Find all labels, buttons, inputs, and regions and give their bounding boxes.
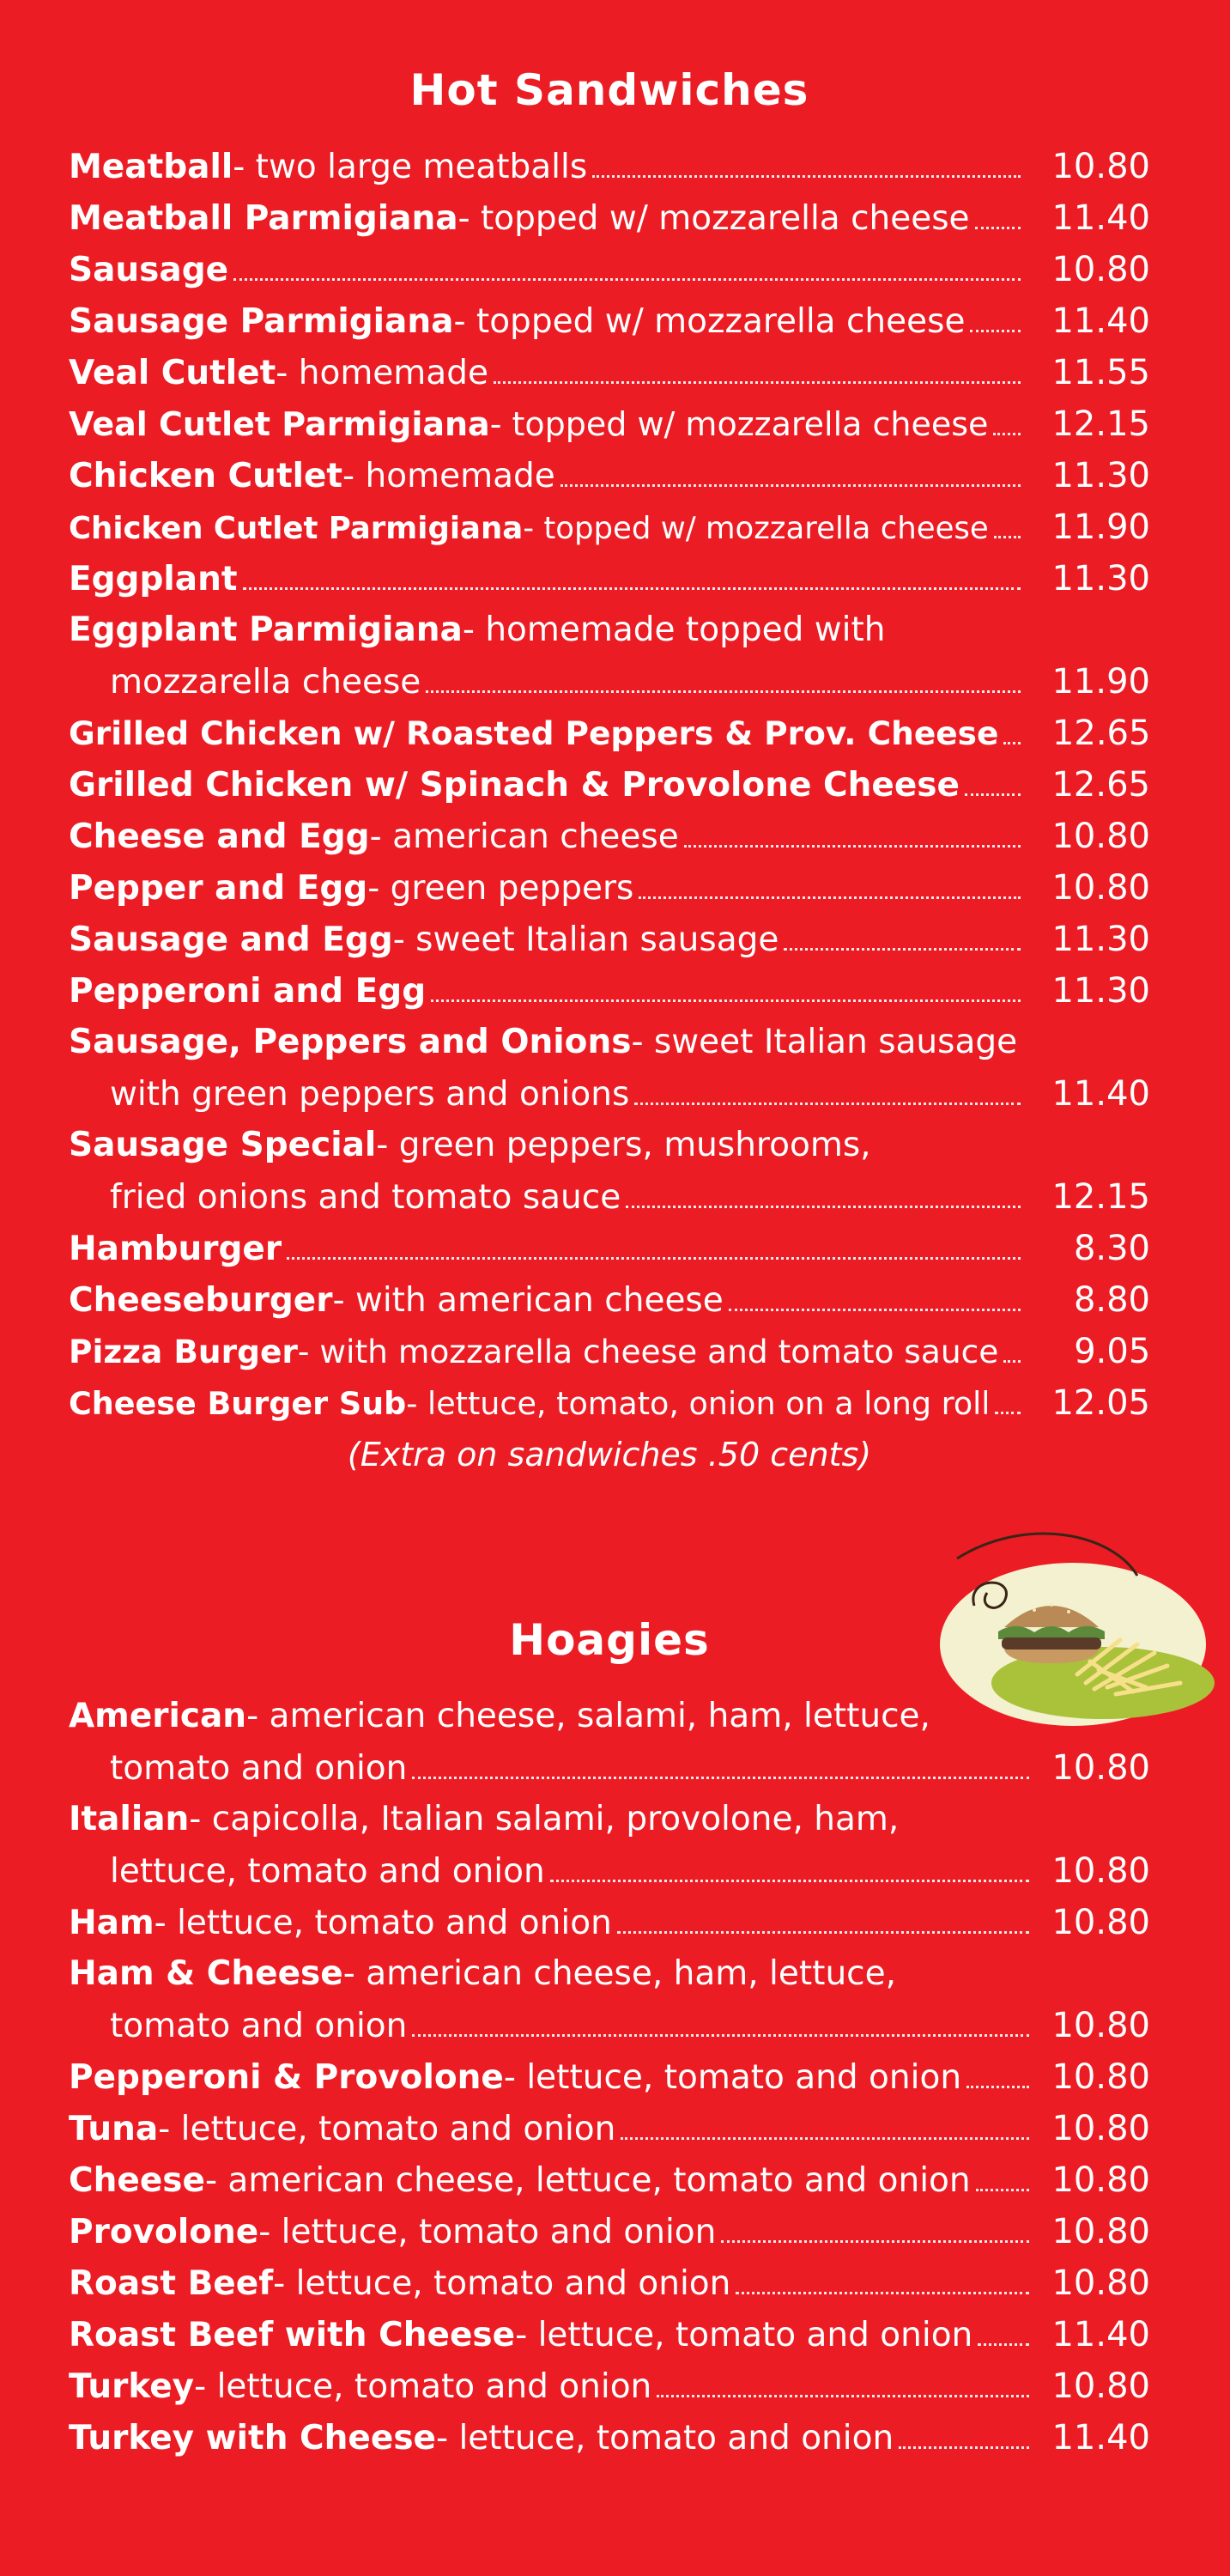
- dot-leader: [978, 2343, 1029, 2346]
- menu-item-description: - lettuce, tomato and onion: [154, 1904, 612, 1942]
- menu-item-name: Pizza Burger: [69, 1333, 298, 1370]
- menu-item-description: - american cheese, lettuce, tomato and onion: [204, 2161, 971, 2200]
- menu-item-description: mozzarella cheese: [110, 663, 421, 702]
- dot-leader: [975, 227, 1021, 229]
- menu-item-description: - lettuce, tomato and onion: [436, 2419, 894, 2458]
- menu-item-description: tomato and onion: [110, 1749, 408, 1788]
- extra-note: (Extra on sandwiches .50 cents): [347, 1436, 872, 1473]
- menu-item-price: 10.80: [1051, 817, 1150, 856]
- hoagies-list: [69, 1691, 1150, 2464]
- menu-item: [69, 2360, 1150, 2412]
- menu-item: [69, 914, 1150, 965]
- menu-item-name: Italian: [69, 1800, 190, 1838]
- menu-item-name: Roast Beef with Cheese: [69, 2316, 516, 2354]
- menu-item-price: 11.40: [1051, 301, 1150, 341]
- menu-item-name: Ham: [69, 1904, 155, 1942]
- menu-item: [69, 1326, 1150, 1377]
- menu-item-price: 10.80: [1051, 2366, 1150, 2406]
- menu-item: [69, 2412, 1150, 2464]
- menu-item-description: - homemade: [342, 457, 555, 495]
- menu-item-description: tomato and onion: [110, 2007, 408, 2045]
- menu-item-continuation: [69, 656, 1150, 708]
- menu-item-description: - green peppers, mushrooms,: [376, 1126, 871, 1164]
- dot-leader: [965, 793, 1021, 796]
- dot-leader: [970, 330, 1021, 332]
- menu-item-description: - american cheese, salami, ham, lettuce,: [246, 1697, 930, 1735]
- menu-item-name: Meatball: [69, 148, 233, 186]
- menu-item-name: Pepperoni and Egg: [69, 972, 427, 1011]
- dot-leader: [431, 999, 1021, 1002]
- dot-leader: [634, 1103, 1021, 1105]
- dot-leader: [626, 1206, 1021, 1208]
- menu-item-description: - with mozzarella cheese and tomato sauce: [297, 1333, 999, 1370]
- dot-leader: [412, 1777, 1029, 1779]
- menu-item-name: Tuna: [69, 2110, 159, 2148]
- section-title-hot-sandwiches: Hot Sandwiches: [409, 65, 809, 115]
- menu-item-description: with green peppers and onions: [110, 1075, 630, 1114]
- menu-item-price: 12.15: [1051, 1177, 1150, 1217]
- menu-item: [69, 192, 1150, 244]
- menu-item-description: - homemade: [276, 354, 488, 392]
- menu-item-name: Ham & Cheese: [69, 1954, 343, 1993]
- menu-item-continuation: [69, 1845, 1150, 1897]
- menu-item-price: 10.80: [1051, 868, 1150, 908]
- dot-leader: [684, 845, 1021, 848]
- menu-item-description: fried onions and tomato sauce: [110, 1178, 621, 1217]
- dot-leader: [617, 1931, 1029, 1934]
- menu-item-price: 11.55: [1051, 353, 1150, 392]
- menu-item-price: 10.80: [1051, 1851, 1150, 1891]
- dot-leader: [784, 948, 1021, 951]
- menu-item-name: Eggplant Parmigiana: [69, 611, 463, 649]
- menu-item: [69, 1120, 1150, 1171]
- menu-item-name: Grilled Chicken w/ Spinach & Provolone Cheese: [69, 766, 960, 805]
- menu-item-description: - topped w/ mozzarella cheese: [489, 405, 989, 443]
- dot-leader: [287, 1257, 1021, 1260]
- menu-item-price: 11.30: [1051, 456, 1150, 495]
- menu-item-price: 10.80: [1051, 2160, 1150, 2200]
- menu-item-price: 10.80: [1051, 1903, 1150, 1942]
- dot-leader: [639, 896, 1021, 899]
- menu-item-price: 8.80: [1073, 1280, 1150, 1320]
- menu-item-name: Pepper and Egg: [69, 869, 368, 908]
- menu-item-price: 11.90: [1051, 662, 1150, 702]
- menu-item: [69, 811, 1150, 862]
- menu-item-description: - lettuce, tomato and onion: [158, 2110, 616, 2148]
- menu-item-price: 12.65: [1051, 714, 1151, 753]
- menu-item-price: 12.05: [1051, 1383, 1150, 1423]
- menu-item-name: Chicken Cutlet Parmigiana: [69, 511, 524, 546]
- dot-leader: [657, 2395, 1029, 2397]
- menu-item: [69, 1691, 1150, 1742]
- dot-leader: [1003, 742, 1021, 744]
- menu-item: [69, 501, 1150, 553]
- menu-item-name: Cheese Burger Sub: [69, 1385, 407, 1422]
- menu-item: [69, 759, 1150, 811]
- menu-item: [69, 244, 1150, 295]
- menu-item-price: 10.80: [1051, 2263, 1150, 2303]
- menu-item-description: - american cheese, ham, lettuce,: [342, 1954, 897, 1993]
- menu-item-description: - topped w/ mozzarella cheese: [523, 511, 989, 546]
- dot-leader: [994, 536, 1021, 538]
- menu-item: [69, 2154, 1150, 2206]
- menu-item-price: 11.30: [1051, 971, 1150, 1011]
- menu-item-price: 10.80: [1051, 2109, 1150, 2148]
- menu-item-price: 11.90: [1051, 507, 1150, 547]
- menu-item-name: Turkey with Cheese: [69, 2419, 436, 2458]
- menu-item-name: Cheese and Egg: [69, 817, 370, 856]
- dot-leader: [412, 2034, 1029, 2037]
- dot-leader: [1003, 1360, 1021, 1363]
- dot-leader: [233, 278, 1021, 281]
- menu-item-price: 8.30: [1073, 1229, 1150, 1268]
- menu-item: [69, 708, 1150, 759]
- menu-item: [69, 141, 1150, 192]
- hot-sandwiches-section: [69, 60, 1150, 1480]
- menu-item-description: - lettuce, tomato, onion on a long roll: [406, 1385, 991, 1422]
- dot-leader: [621, 2137, 1029, 2140]
- hoagies-section: [69, 1610, 1150, 2464]
- menu-item-description: - topped w/ mozzarella cheese: [453, 302, 966, 341]
- dot-leader: [243, 587, 1021, 590]
- dot-leader: [976, 2189, 1029, 2191]
- menu-item-name: Roast Beef: [69, 2264, 274, 2303]
- menu-item-price: 11.40: [1051, 198, 1150, 238]
- menu-item: [69, 1897, 1150, 1948]
- dot-leader: [426, 690, 1021, 693]
- menu-item: [69, 2103, 1150, 2154]
- menu-item: [69, 398, 1150, 450]
- dot-leader: [899, 2446, 1029, 2449]
- menu-item: [69, 2051, 1150, 2103]
- menu-item-description: - green peppers: [367, 869, 634, 908]
- menu-item-description: - lettuce, tomato and onion: [194, 2367, 652, 2406]
- menu-item: [69, 965, 1150, 1017]
- menu-item-price: 10.80: [1051, 2057, 1150, 2097]
- menu-item-name: Cheeseburger: [69, 1281, 333, 1320]
- menu-item-description: - lettuce, tomato and onion: [515, 2316, 973, 2354]
- dot-leader: [993, 433, 1021, 435]
- menu-item-description: - sweet Italian sausage: [631, 1023, 1018, 1061]
- menu-item-price: 11.40: [1051, 1074, 1150, 1114]
- menu-item-description: - lettuce, tomato and onion: [503, 2058, 962, 2097]
- menu-item-name: Hamburger: [69, 1230, 282, 1268]
- dot-leader: [966, 2086, 1029, 2088]
- menu-item: [69, 1274, 1150, 1326]
- menu-item: [69, 553, 1150, 605]
- menu-item-price: 10.80: [1051, 2006, 1150, 2045]
- menu-item-continuation: [69, 2000, 1150, 2051]
- menu-item-description: - two large meatballs: [233, 148, 588, 186]
- hot-sandwiches-list: [69, 141, 1150, 1429]
- dot-leader: [729, 1309, 1021, 1311]
- dot-leader: [736, 2292, 1029, 2294]
- menu-item: [69, 1794, 1150, 1845]
- menu-item-name: Turkey: [69, 2367, 195, 2406]
- menu-item-name: Eggplant: [69, 560, 238, 598]
- menu-item-price: 12.15: [1051, 404, 1150, 444]
- section-title-hoagies: Hoagies: [509, 1615, 710, 1665]
- menu-item-continuation: [69, 1171, 1150, 1223]
- menu-item-description: - topped w/ mozzarella cheese: [457, 199, 970, 238]
- menu-item-name: Sausage: [69, 251, 229, 289]
- menu-item-continuation: [69, 1068, 1150, 1120]
- menu-item-name: Provolone: [69, 2213, 259, 2251]
- dot-leader: [550, 1880, 1029, 1882]
- menu-item-name: Sausage Special: [69, 1126, 377, 1164]
- menu-item: [69, 1377, 1150, 1429]
- menu-item-price: 11.40: [1051, 2418, 1150, 2458]
- menu-item: [69, 862, 1150, 914]
- menu-item: [69, 2206, 1150, 2257]
- dot-leader: [494, 381, 1021, 384]
- menu-item-description: - capicolla, Italian salami, provolone, ham,: [189, 1800, 900, 1838]
- menu-item-price: 10.80: [1051, 250, 1150, 289]
- menu-item-price: 11.30: [1051, 920, 1150, 959]
- menu-item: [69, 1948, 1150, 2000]
- menu-item-name: Pepperoni & Provolone: [69, 2058, 504, 2097]
- menu-item: [69, 450, 1150, 501]
- menu-item-name: Chicken Cutlet: [69, 457, 343, 495]
- dot-leader: [995, 1412, 1021, 1414]
- dot-leader: [721, 2240, 1029, 2243]
- menu-item: [69, 1223, 1150, 1274]
- menu-item-price: 11.40: [1051, 2315, 1150, 2354]
- menu-item: [69, 347, 1150, 398]
- menu-item-price: 9.05: [1074, 1332, 1151, 1371]
- menu-item-description: - homemade topped with: [462, 611, 886, 649]
- menu-item-price: 10.80: [1051, 1748, 1150, 1788]
- menu-item-name: Meatball Parmigiana: [69, 199, 458, 238]
- menu-item: [69, 295, 1150, 347]
- menu-item-description: lettuce, tomato and onion: [110, 1852, 545, 1891]
- menu-item-description: - sweet Italian sausage: [392, 920, 779, 959]
- menu-item-name: Veal Cutlet Parmigiana: [69, 405, 490, 443]
- menu-item: [69, 605, 1150, 656]
- menu-item-name: Sausage Parmigiana: [69, 302, 454, 341]
- menu-item-price: 12.65: [1051, 765, 1150, 805]
- menu-item-description: - lettuce, tomato and onion: [273, 2264, 731, 2303]
- menu-item-name: Cheese: [69, 2161, 205, 2200]
- dot-leader: [560, 484, 1021, 487]
- menu-item-description: - with american cheese: [332, 1281, 724, 1320]
- menu-item-name: American: [69, 1697, 247, 1735]
- dot-leader: [592, 175, 1021, 178]
- menu-item-price: 10.80: [1051, 2212, 1150, 2251]
- menu-item-description: - american cheese: [369, 817, 679, 856]
- menu-item: [69, 2309, 1150, 2360]
- menu-item-price: 11.30: [1051, 559, 1150, 598]
- menu-item-name: Sausage and Egg: [69, 920, 393, 959]
- menu-item-name: Veal Cutlet: [69, 354, 276, 392]
- menu-item-name: Sausage, Peppers and Onions: [69, 1023, 632, 1061]
- menu-item: [69, 2257, 1150, 2309]
- menu-item: [69, 1017, 1150, 1068]
- menu-item-name: Grilled Chicken w/ Roasted Peppers & Prov. Cheese: [69, 714, 999, 752]
- menu-item-price: 10.80: [1051, 147, 1150, 186]
- menu-item-description: - lettuce, tomato and onion: [258, 2213, 717, 2251]
- menu-item-continuation: [69, 1742, 1150, 1794]
